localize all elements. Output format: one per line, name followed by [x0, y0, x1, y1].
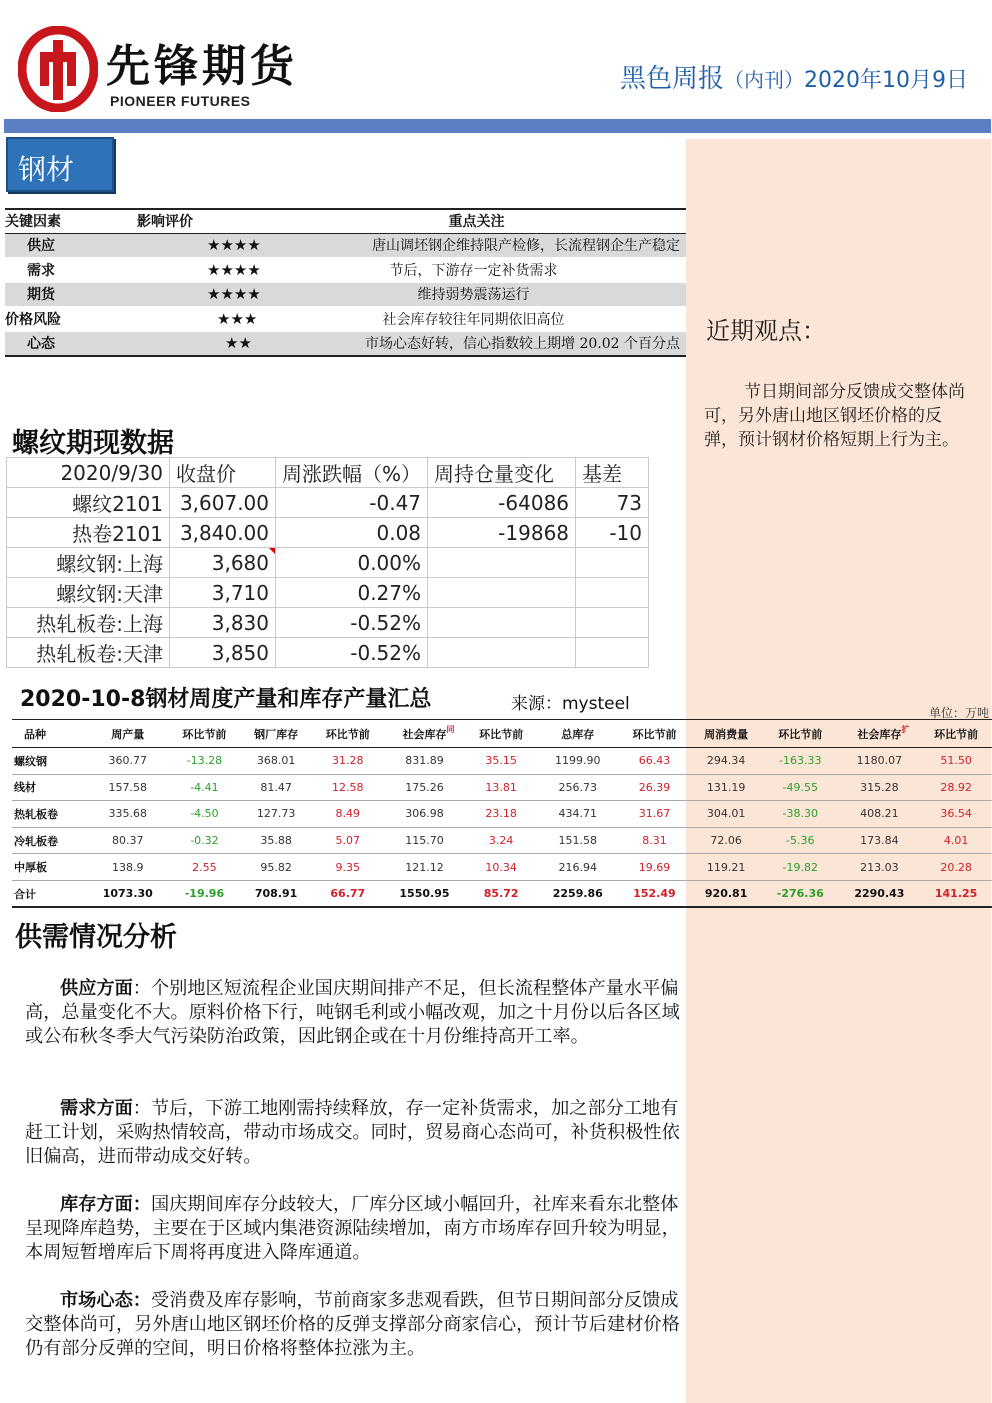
summary-cell-name: 螺纹钢: [12, 748, 87, 775]
summary-header: 总库存: [537, 720, 619, 748]
rebar-cell-name: 螺纹钢:天津: [7, 578, 170, 608]
analysis-text: ：节后，下游工地刚需持续释放，存一定补货需求，加之部分工地有赶工计划，采购热情较高，带动市场成交。同时，贸易商心态尚可，补货积极性依旧偏高，进而带动成交好转。: [25, 1098, 680, 1167]
key-row: [5, 258, 686, 283]
rebar-cell-basis: -10: [576, 518, 649, 548]
summary-total-row: [12, 880, 992, 907]
summary-cell: 80.37: [87, 827, 169, 854]
summary-cell: 315.28: [839, 774, 921, 801]
summary-cell: 3.24: [465, 827, 537, 854]
summary-cell: -276.36: [762, 880, 839, 907]
summary-cell: -163.33: [762, 748, 839, 775]
summary-cell: 141.25: [920, 880, 992, 907]
summary-cell: 36.54: [920, 801, 992, 828]
report-date: 2020年10月9日: [804, 68, 968, 93]
key-focus: 唐山调坯钢企维持限产检修，长流程钢企生产稳定: [267, 233, 686, 258]
report-title: [620, 58, 968, 95]
rebar-cell-change: -0.52%: [276, 608, 428, 638]
outlook-title: 近期观点：: [706, 317, 826, 345]
rebar-cell-oi: [428, 578, 576, 608]
rebar-header-row: [7, 458, 649, 488]
rebar-cell-close: 3,680: [170, 548, 276, 578]
summary-cell: 5.07: [312, 827, 384, 854]
summary-cell: 131.19: [690, 774, 762, 801]
summary-unit: 单位：万吨: [928, 706, 989, 720]
summary-cell-name: 冷轧板卷: [12, 827, 87, 854]
rebar-row: [7, 578, 649, 608]
summary-cell: 35.15: [465, 748, 537, 775]
analysis-paragraph-supply: [25, 977, 687, 1049]
summary-header: 周产量: [87, 720, 169, 748]
summary-cell: 173.84: [839, 827, 921, 854]
summary-cell: 35.88: [240, 827, 312, 854]
key-header-focus: 重点关注: [267, 209, 686, 233]
summary-cell: 23.18: [465, 801, 537, 828]
summary-header: [839, 720, 921, 748]
rebar-cell-oi: [428, 638, 576, 668]
key-focus: 社会库存较往年同期依旧高位: [267, 307, 686, 332]
summary-cell: 306.98: [384, 801, 466, 828]
rebar-row: [7, 608, 649, 638]
summary-cell: -19.82: [762, 854, 839, 881]
summary-cell: 8.31: [619, 827, 691, 854]
rebar-cell-close: 3,830: [170, 608, 276, 638]
rebar-cell-close: 3,607.00: [170, 488, 276, 518]
summary-cell: 85.72: [465, 880, 537, 907]
summary-row: [12, 854, 992, 881]
summary-header: 环比节前: [312, 720, 384, 748]
summary-header: 环比节前: [465, 720, 537, 748]
rebar-cell-oi: -19868: [428, 518, 576, 548]
summary-cell: -4.41: [169, 774, 241, 801]
summary-cell: 95.82: [240, 854, 312, 881]
rebar-header-date: 2020/9/30: [7, 458, 170, 488]
key-table-header-row: [5, 209, 686, 233]
summary-cell: 8.49: [312, 801, 384, 828]
key-header-rating: 影响评价: [77, 209, 267, 233]
analysis-paragraph-demand: [25, 1097, 687, 1169]
summary-cell: -4.50: [169, 801, 241, 828]
summary-header-mark: 扩: [901, 725, 910, 734]
rebar-cell-name: 热卷2101: [7, 518, 170, 548]
rebar-cell-change: 0.00%: [276, 548, 428, 578]
report-title-sub: （内刊）: [724, 68, 805, 92]
rebar-cell-close: 3,840.00: [170, 518, 276, 548]
key-factor: 价格风险: [5, 307, 77, 332]
rebar-cell-oi: [428, 608, 576, 638]
rebar-header-basis: 基差: [576, 458, 649, 488]
analysis-text: ：个别地区短流程企业国庆期间排产不足，但长流程整体产量水平偏高，总量变化不大。原料价格下行，吨钢毛利或小幅改观，加之十月份以后各区域或公布秋冬季大气污染防治政策，因此钢企或在十月份维持高开工率。: [25, 978, 680, 1047]
summary-header: 周消费量: [690, 720, 762, 748]
key-stars: ★★: [77, 331, 267, 356]
key-focus: 节后，下游存一定补货需求: [267, 258, 686, 283]
summary-cell: 831.89: [384, 748, 466, 775]
key-stars: ★★★★: [77, 282, 267, 307]
summary-cell: 335.68: [87, 801, 169, 828]
rebar-cell-change: -0.47: [276, 488, 428, 518]
summary-cell: -0.32: [169, 827, 241, 854]
summary-cell: 216.94: [537, 854, 619, 881]
summary-cell: 13.81: [465, 774, 537, 801]
key-factors-table: [5, 208, 686, 357]
summary-cell: 294.34: [690, 748, 762, 775]
rebar-row: [7, 488, 649, 518]
summary-cell: 152.49: [619, 880, 691, 907]
rebar-row: [7, 638, 649, 668]
summary-cell: 4.01: [920, 827, 992, 854]
section-tab-steel: [6, 137, 114, 192]
summary-cell: 304.01: [690, 801, 762, 828]
section-tab-label: 钢材: [18, 153, 75, 186]
summary-cell: 121.12: [384, 854, 466, 881]
summary-cell: 26.39: [619, 774, 691, 801]
brand-name-en: PIONEER FUTURES: [110, 93, 251, 109]
summary-cell: 19.69: [619, 854, 691, 881]
analysis-label: 需求方面: [60, 1098, 133, 1119]
rebar-cell-oi: [428, 548, 576, 578]
summary-title: 2020-10-8钢材周度产量和库存产量汇总: [20, 687, 432, 712]
summary-header-row: [12, 720, 992, 748]
rebar-cell-change: 0.27%: [276, 578, 428, 608]
key-factor: 心态: [5, 331, 77, 356]
summary-cell: 1180.07: [839, 748, 921, 775]
summary-cell: 31.28: [312, 748, 384, 775]
key-factor: 期货: [5, 282, 77, 307]
analysis-paragraph-inventory: [25, 1193, 687, 1265]
analysis-label: 市场心态：: [60, 1290, 151, 1311]
summary-header-label: 社会库存: [857, 727, 902, 741]
key-focus: 维持弱势震荡运行: [267, 282, 686, 307]
summary-source: 来源：mysteel: [511, 694, 630, 714]
summary-cell: 1199.90: [537, 748, 619, 775]
summary-cell: 2.55: [169, 854, 241, 881]
summary-cell: 66.77: [312, 880, 384, 907]
summary-cell: -49.55: [762, 774, 839, 801]
summary-cell: -13.28: [169, 748, 241, 775]
summary-cell: 920.81: [690, 880, 762, 907]
summary-cell: 1550.95: [384, 880, 466, 907]
rebar-row: [7, 548, 649, 578]
rebar-cell-name: 热轧板卷:上海: [7, 608, 170, 638]
pioneer-logo-icon: [18, 26, 98, 112]
rebar-cell-name: 螺纹钢:上海: [7, 548, 170, 578]
key-row: [5, 282, 686, 307]
weekly-summary-table: [12, 719, 992, 908]
summary-cell: 20.28: [920, 854, 992, 881]
analysis-text: 受消费及库存影响，节前商家多悲观看跌，但节日期间部分反馈成交整体尚可，另外唐山地区钢坯价格的反弹支撑部分商家信心，预计节后建材价格仍有部分反弹的空间，明日价格将整体拉涨为主。: [25, 1290, 680, 1359]
summary-body: [12, 748, 992, 908]
rebar-header-close: 收盘价: [170, 458, 276, 488]
rebar-cell-basis: 73: [576, 488, 649, 518]
rebar-cell-basis: [576, 548, 649, 578]
summary-cell: 2259.86: [537, 880, 619, 907]
key-header-factor: 关键因素: [5, 209, 77, 233]
summary-cell: 31.67: [619, 801, 691, 828]
analysis-label: 供应方面: [60, 978, 133, 999]
rebar-cell-basis: [576, 608, 649, 638]
summary-row: [12, 827, 992, 854]
summary-cell: -38.30: [762, 801, 839, 828]
header-divider-bar: [4, 119, 991, 133]
summary-header: 环比节前: [762, 720, 839, 748]
outlook-text: 节日期间部分反馈成交整体尚可，另外唐山地区钢坯价格的反弹，预计钢材价格短期上行为主。: [704, 382, 965, 450]
rebar-row: [7, 518, 649, 548]
summary-row: [12, 774, 992, 801]
summary-cell: 127.73: [240, 801, 312, 828]
summary-cell-name: 热轧板卷: [12, 801, 87, 828]
rebar-data-table: [6, 457, 649, 668]
summary-cell: -5.36: [762, 827, 839, 854]
summary-cell: 51.50: [920, 748, 992, 775]
key-stars: ★★★: [77, 307, 267, 332]
rebar-cell-change: -0.52%: [276, 638, 428, 668]
rebar-cell-close: 3,850: [170, 638, 276, 668]
summary-cell: 66.43: [619, 748, 691, 775]
analysis-text: 国庆期间库存分歧较大，厂库分区域小幅回升，社库来看东北整体呈现降库趋势，主要在于区域内集港资源陆续增加，南方市场库存回升较为明显，本周短暂增库后下周将再度进入降库通道。: [25, 1194, 680, 1263]
summary-header: [384, 720, 466, 748]
summary-cell: -19.96: [169, 880, 241, 907]
summary-cell: 2290.43: [839, 880, 921, 907]
key-factor: 供应: [5, 233, 77, 258]
summary-header: 环比节前: [920, 720, 992, 748]
rebar-cell-oi: -64086: [428, 488, 576, 518]
summary-cell: 1073.30: [87, 880, 169, 907]
summary-header-label: 社会库存: [402, 727, 447, 741]
summary-cell: 434.71: [537, 801, 619, 828]
summary-cell: 28.92: [920, 774, 992, 801]
analysis-paragraph-sentiment: [25, 1289, 687, 1361]
summary-header: 环比节前: [619, 720, 691, 748]
summary-header: 品种: [12, 720, 87, 748]
summary-header: 环比节前: [169, 720, 241, 748]
key-focus: 市场心态好转，信心指数较上期增 20.02 个百分点: [267, 331, 686, 356]
rebar-header-oi: 周持仓量变化: [428, 458, 576, 488]
summary-header-mark: 同: [446, 725, 455, 734]
summary-cell: 72.06: [690, 827, 762, 854]
summary-cell: 213.03: [839, 854, 921, 881]
summary-cell-name: 线材: [12, 774, 87, 801]
key-row: [5, 307, 686, 332]
summary-cell: 157.58: [87, 774, 169, 801]
summary-cell: 360.77: [87, 748, 169, 775]
rebar-cell-basis: [576, 638, 649, 668]
rebar-cell-name: 螺纹2101: [7, 488, 170, 518]
rebar-cell-name: 热轧板卷:天津: [7, 638, 170, 668]
summary-row: [12, 748, 992, 775]
summary-cell: 81.47: [240, 774, 312, 801]
summary-cell: 12.58: [312, 774, 384, 801]
summary-cell-name: 合计: [12, 880, 87, 907]
key-stars: ★★★★: [77, 258, 267, 283]
brand-name-cn: 先锋期货: [106, 41, 298, 92]
rebar-header-change: 周涨跌幅（%）: [276, 458, 428, 488]
summary-cell: 138.9: [87, 854, 169, 881]
summary-cell-name: 中厚板: [12, 854, 87, 881]
analysis-label: 库存方面：: [60, 1194, 151, 1215]
summary-header: 钢厂库存: [240, 720, 312, 748]
key-row: [5, 331, 686, 356]
summary-cell: 151.58: [537, 827, 619, 854]
summary-cell: 256.73: [537, 774, 619, 801]
summary-cell: 119.21: [690, 854, 762, 881]
summary-cell: 368.01: [240, 748, 312, 775]
key-row: [5, 233, 686, 258]
report-title-main: 黑色周报: [620, 64, 725, 94]
summary-cell: 9.35: [312, 854, 384, 881]
summary-cell: 115.70: [384, 827, 466, 854]
key-factor: 需求: [5, 258, 77, 283]
summary-cell: 10.34: [465, 854, 537, 881]
analysis-section-title: 供需情况分析: [15, 922, 177, 953]
rebar-cell-close: 3,710: [170, 578, 276, 608]
summary-cell: 175.26: [384, 774, 466, 801]
rebar-section-title: 螺纹期现数据: [12, 428, 174, 459]
summary-row: [12, 801, 992, 828]
summary-cell: 408.21: [839, 801, 921, 828]
key-stars: ★★★★: [77, 233, 267, 258]
rebar-cell-change: 0.08: [276, 518, 428, 548]
rebar-cell-basis: [576, 578, 649, 608]
summary-cell: 708.91: [240, 880, 312, 907]
